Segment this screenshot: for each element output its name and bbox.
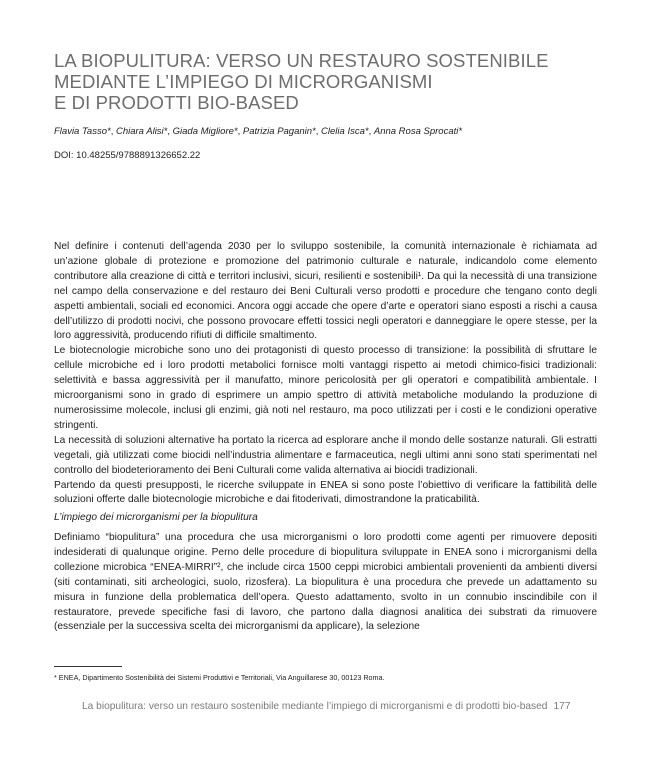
page-number: 177 bbox=[553, 701, 571, 712]
author-separator: , bbox=[315, 126, 322, 137]
author-list bbox=[54, 125, 614, 138]
author-separator: , bbox=[237, 126, 243, 137]
author-name: Clelia Isca* bbox=[321, 126, 369, 137]
author-name: Chiara Alisi* bbox=[115, 126, 168, 137]
footnote-divider bbox=[54, 666, 122, 667]
section-body bbox=[54, 531, 597, 635]
running-footer bbox=[82, 700, 598, 714]
doi-text[interactable]: DOI: 10.48255/9788891326652.22 bbox=[54, 150, 201, 161]
section-heading: L’impiego dei microrganismi per la biopulitura bbox=[54, 512, 258, 523]
author-separator: , bbox=[368, 126, 374, 137]
article-title bbox=[54, 50, 614, 113]
body-paragraph: Nel definire i contenuti dell’agenda 2030 per lo sviluppo sostenibile, la comunità internazionale è richiamata ad un’azione globale di protezione e promozione del patrimonio culturale e naturale, indicandolo come elemento contributore alla creazione di città e territori inclusivi, sicuri, resilienti e sostenibili¹. Da qui la necessità di una transizione nel campo della conservazione e del restauro dei Beni Culturali verso prodotti e procedure che tengano conto degli aspetti ambientali, sociali ed economici. Ancora oggi accade che opere d’arte e operatori siano esposti a rischi a causa dell’utilizzo di prodotti nocivi, che possono provocare effetti tossici negli operatori e danneggiare le opere stesse, per la loro aggressività, producendo rifiuti di difficile smaltimento. bbox=[54, 241, 597, 342]
body-paragraph: Partendo da questi presupposti, le ricerche sviluppate in ENEA si sono poste l’obiettivo di verificare la fattibilità delle soluzioni offerte dalle biotecnologie microbiche e dai fitoderivati, dimostrandone la praticabilità. bbox=[54, 479, 597, 506]
title-line: LA BIOPULITURA: VERSO UN RESTAURO SOSTENIBILE bbox=[54, 50, 549, 71]
title-line: MEDIANTE L’IMPIEGO DI MICRORGANISMI bbox=[54, 71, 433, 92]
body-paragraph: Definiamo “biopulitura” una procedura che usa microrganismi o loro prodotti come agenti per rimuovere depositi indesiderati di qualunque origine. Perno delle procedure di biopulitura sviluppate in ENEA sono i microrganismi della collezione microbica “ENEA-MIRRI”², che include circa 1500 ceppi microbici ambientali provenienti da ambienti diversi (siti contaminati, siti archeologici, suolo, rizosfera). La biopulitura è una procedura che prevede un adattamento su misura in funzione della problematica dell’opera. Questo adattamento, svolto in un connubio inscindibile con il restauratore, prevede specifiche fasi di lavoro, che partono dalla diagnosi analitica dei substrati da rimuovere (essenziale per la successiva scelta dei microrganismi da applicare), la selezione bbox=[54, 532, 597, 633]
title-line: E DI PRODOTTI BIO-BASED bbox=[54, 92, 299, 113]
author-name: Anna Rosa Sprocati* bbox=[373, 126, 463, 137]
intro-body bbox=[54, 240, 597, 508]
body-paragraph: Le biotecnologie microbiche sono uno dei protagonisti di questo processo di transizione: la possibilità di sfruttare le cellule microbiche ed i loro prodotti metabolici fornisce molti vantaggi rispetto ai metodi chimico-fisici tradizionali: selettività e bassa aggressività per il manufatto, minore pericolosità per gli operatori e compatibilità ambientale. I microorganismi sono in grado di esprimere un ampio spettro di attività metaboliche modulando la produzione di numerosissime molecole, inclusi gli enzimi, già noti nel restauro, ma poco utilizzati per i costi e le condizioni operative stringenti. bbox=[54, 345, 597, 431]
author-separator: , bbox=[110, 126, 116, 137]
running-title: La biopulitura: verso un restauro sostenibile mediante l’impiego di microrganismi e di prodotti bio-based bbox=[82, 701, 548, 712]
author-name: Patrizia Paganin* bbox=[242, 126, 316, 137]
author-name: Giada Migliore* bbox=[172, 126, 238, 137]
author-name: Flavia Tasso* bbox=[54, 126, 111, 137]
author-separator: , bbox=[167, 126, 173, 137]
footnote: * ENEA, Dipartimento Sostenibilità dei Sistemi Produttivi e Territoriali, Via Anguillarese 30, 00123 Roma. bbox=[54, 673, 385, 682]
body-paragraph: La necessità di soluzioni alternative ha portato la ricerca ad esplorare anche il mondo delle sostanze naturali. Gli estratti vegetali, già utilizzati come biocidi nell’industria alimentare e farmaceutica, negli ultimi anni sono stati sperimentati nel controllo del biodeterioramento dei Beni Culturali come valida alternativa ai biocidi tradizionali. bbox=[54, 434, 597, 476]
